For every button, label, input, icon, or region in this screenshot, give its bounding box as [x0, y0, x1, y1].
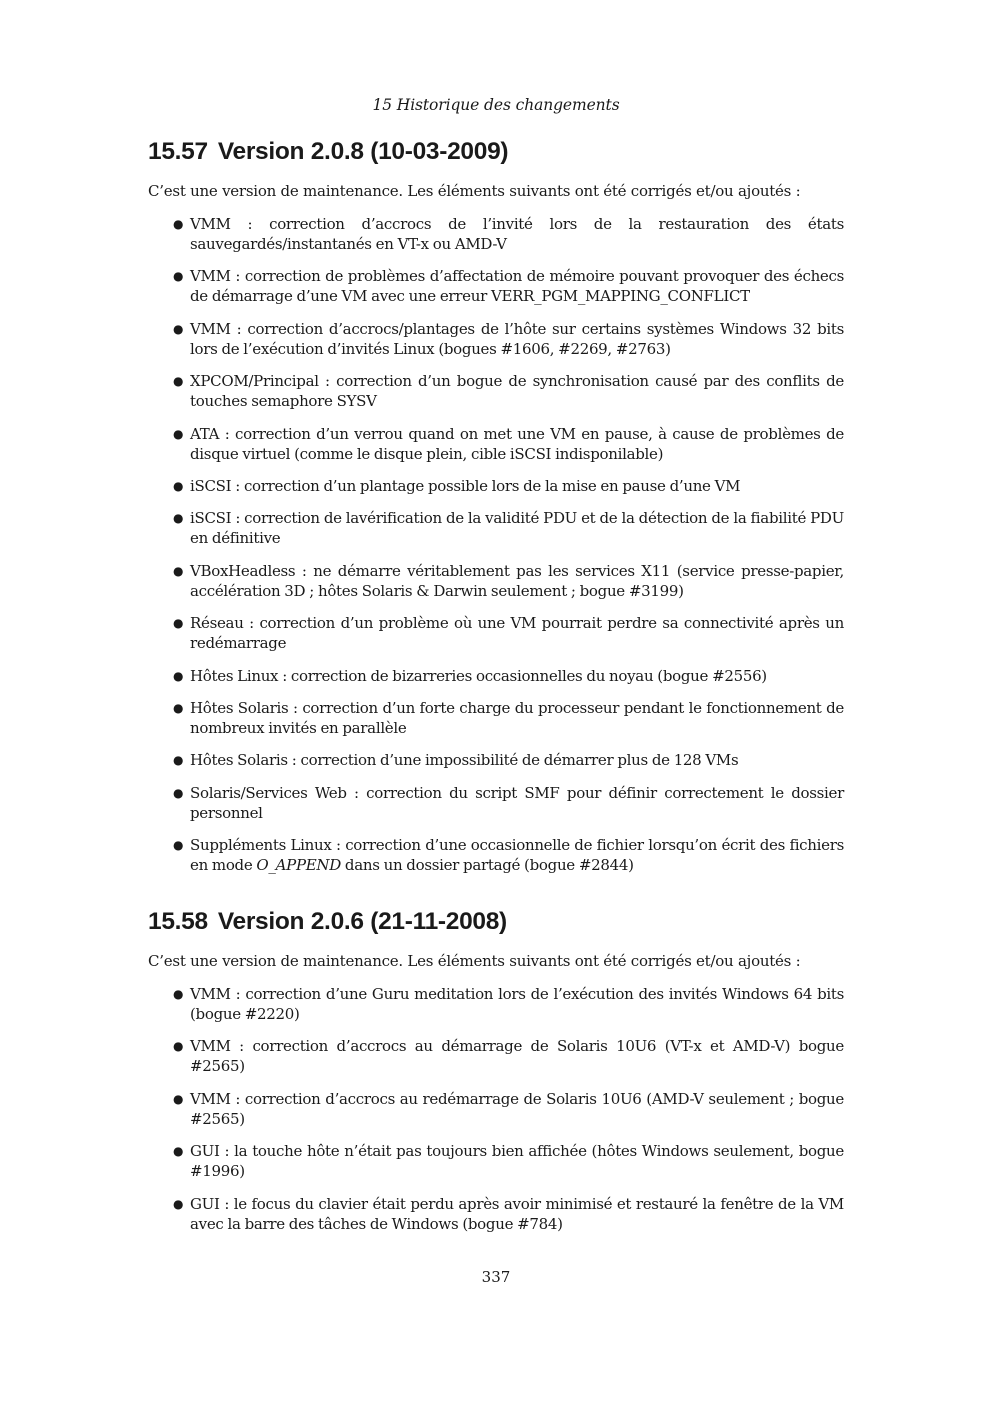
list-item-text: Hôtes Linux : correction de bizarreries occasionnelles du noyau (bogue #2556) — [190, 666, 767, 685]
bullet-icon: ● — [173, 1196, 184, 1211]
list-item — [173, 371, 844, 411]
bullet-icon: ● — [173, 1144, 184, 1159]
changelog-list — [148, 984, 844, 1234]
list-item — [173, 561, 844, 601]
bullet-icon: ● — [173, 700, 184, 715]
section-heading — [148, 136, 844, 168]
bullet-icon: ● — [173, 269, 184, 284]
list-item-text: VMM : correction de problèmes d’affectation de mémoire pouvant provoquer des échecs de démarrage d’une VM avec une erreur VERR_PGM_MAPPING_CONFLICT — [190, 267, 844, 306]
list-item-text: Hôtes Solaris : correction d’un forte charge du processeur pendant le fonctionnement de nombreux invités en parallèle — [190, 698, 844, 737]
bullet-icon: ● — [173, 478, 184, 493]
list-item — [173, 1194, 844, 1234]
bullet-icon: ● — [173, 785, 184, 800]
list-item — [173, 613, 844, 653]
changelog-list — [148, 214, 844, 875]
list-item-text: VMM : correction d’une Guru meditation lors de l’exécution des invités Windows 64 bits (bogue #2220) — [190, 985, 844, 1023]
list-item — [173, 214, 844, 254]
bullet-icon: ● — [173, 838, 184, 853]
section-title: Version 2.0.8 (10-03-2009) — [217, 138, 509, 165]
list-item — [173, 1036, 844, 1076]
page-number: 337 — [481, 1268, 511, 1286]
list-item-text: Réseau : correction d’un problème où une VM pourrait perdre sa connectivité après un redémarrage — [190, 614, 844, 653]
section-number: 15.58 — [148, 908, 208, 935]
list-item-text: VMM : correction d’accrocs au démarrage de Solaris 10U6 (VT-x et AMD-V) bogue #2565) — [190, 1037, 844, 1076]
section-heading — [148, 906, 844, 938]
bullet-icon: ● — [173, 753, 184, 768]
list-item — [173, 835, 844, 875]
bullet-icon: ● — [173, 563, 184, 578]
bullet-icon: ● — [173, 616, 184, 631]
list-item — [173, 508, 844, 548]
emphasized-text: O_APPEND — [256, 856, 341, 875]
list-item-text: GUI : la touche hôte n’était pas toujours bien affichée (hôtes Windows seulement, bogue #1996) — [190, 1142, 844, 1181]
list-item — [173, 1141, 844, 1181]
section-15-58 — [148, 906, 844, 1246]
bullet-icon: ● — [173, 1039, 184, 1054]
list-item — [173, 783, 844, 823]
running-header: 15 Historique des changements — [372, 96, 620, 114]
bullet-icon: ● — [173, 374, 184, 389]
list-item-text: VMM : correction d’accrocs/plantages de l’hôte sur certains systèmes Windows 32 bits lors de l’exécution d’invités Linux (bogues #1606, #2269, #2763) — [190, 319, 844, 358]
bullet-icon: ● — [173, 321, 184, 336]
list-item — [173, 750, 844, 770]
list-item — [173, 666, 844, 686]
bullet-icon: ● — [173, 426, 184, 441]
list-item-text: dans un dossier partagé (bogue #2844) — [340, 856, 634, 875]
list-item-text: Hôtes Solaris : correction d’une impossibilité de démarrer plus de 128 VMs — [190, 751, 739, 770]
list-item-text: VBoxHeadless : ne démarre véritablement pas les services X11 (service presse-papier, accélération 3D ; hôtes Solaris & Darwin seulement ; bogue #3199) — [190, 561, 844, 600]
list-item — [173, 1089, 844, 1129]
list-item-text: Suppléments Linux : correction d’une occasionnelle de fichier lorsqu’on écrit des fichiers en mode — [190, 836, 844, 875]
bullet-icon: ● — [173, 668, 184, 683]
list-item — [173, 266, 844, 306]
section-intro: C’est une version de maintenance. Les éléments suivants ont été corrigés et/ou ajoutés : — [148, 952, 801, 970]
bullet-icon: ● — [173, 987, 184, 1001]
list-item — [173, 319, 844, 359]
list-item-text: Solaris/Services Web : correction du script SMF pour définir correctement le dossier personnel — [190, 783, 844, 822]
list-item-text: VMM : correction d’accrocs au redémarrage de Solaris 10U6 (AMD-V seulement ; bogue #2565) — [190, 1089, 844, 1128]
bullet-icon: ● — [173, 511, 184, 526]
list-item-text: XPCOM/Principal : correction d’un bogue de synchronisation causé par des conflits de touches semaphore SYSV — [190, 372, 844, 411]
list-item-text: ATA : correction d’un verrou quand on met une VM en pause, à cause de problèmes de disque virtuel (comme le disque plein, cible iSCSI indisponilable) — [190, 424, 844, 463]
list-item-text: iSCSI : correction d’un plantage possible lors de la mise en pause d’une VM — [190, 476, 741, 495]
list-item-text: iSCSI : correction de lavérification de la validité PDU et de la détection de la fiabilité PDU en définitive — [190, 509, 844, 548]
section-title: Version 2.0.6 (21-11-2008) — [217, 908, 507, 935]
list-item — [173, 424, 844, 464]
list-item-text: VMM : correction d’accrocs de l’invité lors de la restauration des états sauvegardés/instantanés en VT-x ou AMD-V — [190, 215, 844, 253]
bullet-icon: ● — [173, 217, 184, 231]
list-item — [173, 984, 844, 1024]
bullet-icon: ● — [173, 1091, 184, 1106]
list-item — [173, 698, 844, 738]
section-intro: C’est une version de maintenance. Les éléments suivants ont été corrigés et/ou ajoutés : — [148, 182, 801, 200]
list-item — [173, 476, 844, 496]
list-item-text: GUI : le focus du clavier était perdu après avoir minimisé et restauré la fenêtre de la VM avec la barre des tâches de Windows (bogue #784) — [190, 1194, 844, 1233]
section-15-57 — [148, 136, 844, 887]
section-number: 15.57 — [148, 138, 208, 165]
